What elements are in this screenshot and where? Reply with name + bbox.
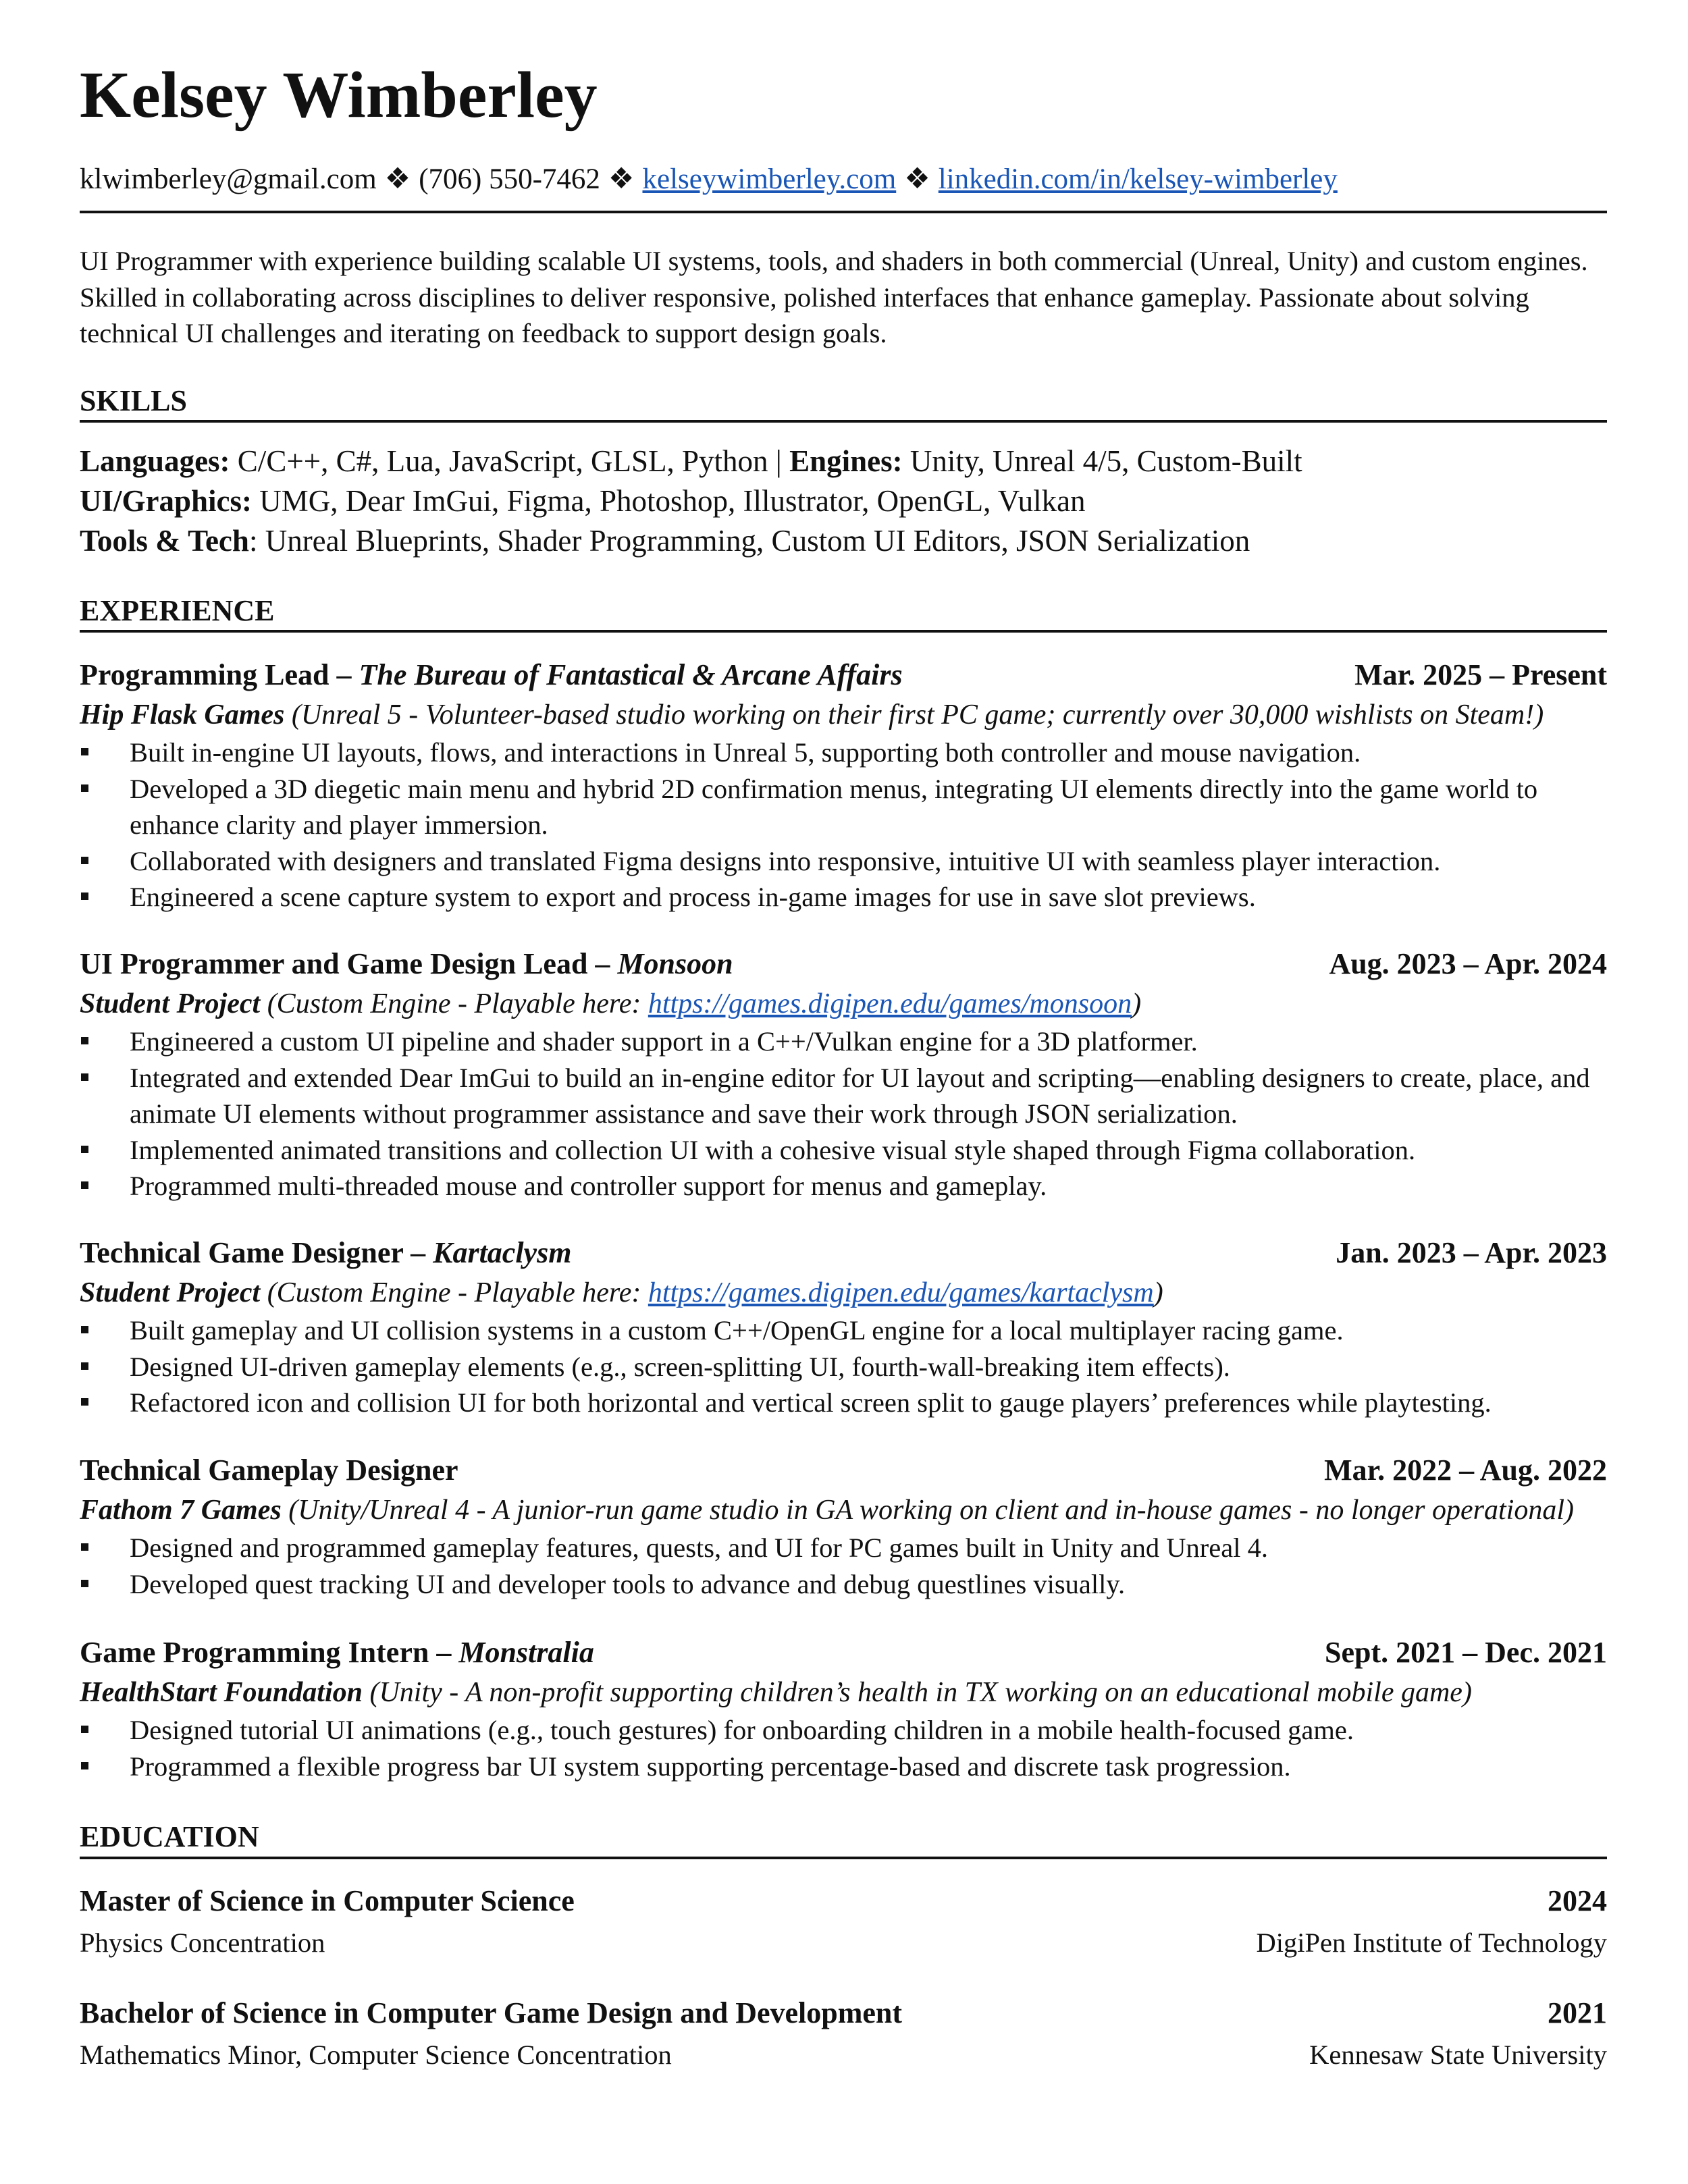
playable-link[interactable]: https://games.digipen.edu/games/kartaclysm [648, 1277, 1154, 1308]
bullet-icon [81, 784, 88, 792]
job-entry [80, 1453, 1607, 1602]
skills-line-tools [80, 521, 1607, 561]
summary-paragraph: UI Programmer with experience building scalable UI systems, tools, and shaders in both commercial (Unreal, Unity) and custom engines. Skilled in collaborating across disciplines to deliver responsive, polished interfaces that enhance gameplay. Passionate about solving technical UI challenges and iterating on feedback to support design goals. [80, 246, 1588, 348]
job-title [80, 947, 733, 982]
bullet-icon [81, 748, 88, 755]
experience-divider [80, 630, 1607, 633]
job-organization-line [80, 1491, 1607, 1530]
list-item [80, 1385, 1607, 1421]
list-item [80, 1312, 1607, 1349]
job-role: UI Programmer and Game Design Lead – [80, 947, 618, 980]
bullet-text: Engineered a custom UI pipeline and shader support in a C++/Vulkan engine for a 3D platformer. [130, 1026, 1198, 1057]
education-heading: EDUCATION [80, 1820, 259, 1853]
job-description: (Unreal 5 - Volunteer-based studio working on their first PC game; currently over 30,000 wishlists on Steam!) [284, 699, 1544, 730]
job-header [80, 1635, 1607, 1673]
list-item [80, 879, 1607, 915]
engines-label: Engines: [789, 444, 903, 478]
website-link[interactable]: kelseywimberley.com [642, 163, 897, 195]
job-description-end: ) [1132, 988, 1142, 1019]
education-row [80, 2039, 1607, 2082]
bullet-icon [81, 1037, 88, 1044]
job-title [80, 1235, 571, 1271]
list-item [80, 735, 1607, 771]
job-bullets [80, 1530, 1607, 1602]
job-project: Monstralia [458, 1636, 594, 1669]
job-dates: Mar. 2025 – Present [1354, 658, 1607, 691]
list-item [80, 843, 1607, 880]
job-header [80, 658, 1607, 695]
bullet-text: Built in-engine UI layouts, flows, and interactions in Unreal 5, supporting both controller and mouse navigation. [130, 737, 1361, 768]
job-entry [80, 1235, 1607, 1421]
bullet-icon [81, 1398, 88, 1406]
job-role: Game Programming Intern – [80, 1636, 459, 1669]
job-entry [80, 658, 1607, 915]
linkedin-link[interactable]: linkedin.com/in/kelsey-wimberley [938, 163, 1338, 195]
school-name: DigiPen Institute of Technology [1256, 1927, 1607, 1958]
job-project: Monsoon [617, 947, 733, 980]
experience-heading: EXPERIENCE [80, 594, 275, 627]
header-divider [80, 211, 1607, 213]
list-item [80, 1712, 1607, 1749]
job-role: Programming Lead – [80, 658, 359, 691]
job-title [80, 658, 903, 693]
education-row [80, 1996, 1607, 2039]
job-organization: Student Project [80, 1277, 261, 1308]
bullet-text: Designed tutorial UI animations (e.g., touch gestures) for onboarding children in a mobile health-focused game. [130, 1715, 1354, 1745]
job-header [80, 1453, 1607, 1491]
graphics-label: UI/Graphics: [80, 484, 253, 518]
list-item [80, 1132, 1607, 1169]
list-item [80, 1749, 1607, 1785]
list-item [80, 1349, 1607, 1385]
bullet-text: Designed UI-driven gameplay elements (e.g., screen-splitting UI, fourth-wall-breaking item effects). [130, 1351, 1230, 1382]
tools-value: : Unreal Blueprints, Shader Programming, Custom UI Editors, JSON Serialization [248, 524, 1250, 558]
bullet-icon [81, 1362, 88, 1370]
bullet-icon [81, 1073, 88, 1081]
bullet-icon [81, 1726, 88, 1733]
skills-list [80, 442, 1607, 561]
bullet-text: Programmed a flexible progress bar UI system supporting percentage-based and discrete task progression. [130, 1751, 1291, 1782]
skills-divider [80, 420, 1607, 423]
bullet-icon [81, 1543, 88, 1551]
education-entry [80, 1996, 1607, 2082]
degree-detail: Mathematics Minor, Computer Science Concentration [80, 2040, 672, 2070]
bullet-icon [81, 893, 88, 900]
list-item [80, 1060, 1607, 1132]
bullet-icon [81, 1580, 88, 1587]
bullet-text: Integrated and extended Dear ImGui to build an in-engine editor for UI layout and scripting—enabling designers to create, place, and animate UI elements without programmer assistance and save their work through JSON serialization. [130, 1062, 1590, 1129]
job-entry [80, 947, 1607, 1204]
education-row [80, 1927, 1607, 1970]
bullet-text: Built gameplay and UI collision systems in a custom C++/OpenGL engine for a local multiplayer racing game. [130, 1315, 1344, 1346]
job-dates: Mar. 2022 – Aug. 2022 [1324, 1454, 1607, 1487]
separator-icon: ❖ [904, 163, 930, 195]
phone-text: (706) 550-7462 [419, 163, 600, 195]
job-dates: Aug. 2023 – Apr. 2024 [1329, 947, 1607, 980]
job-organization-line [80, 984, 1607, 1023]
engines-value: Unity, Unreal 4/5, Custom-Built [909, 444, 1302, 478]
job-entry [80, 1635, 1607, 1784]
job-header [80, 947, 1607, 984]
list-item [80, 771, 1607, 843]
job-title [80, 1635, 594, 1671]
bullet-text: Collaborated with designers and translated Figma designs into responsive, intuitive UI with seamless player interaction. [130, 845, 1441, 876]
contact-line [80, 162, 1338, 197]
degree-year: 2024 [1548, 1884, 1607, 1917]
job-title [80, 1453, 458, 1489]
job-organization: Student Project [80, 988, 261, 1019]
bullet-text: Engineered a scene capture system to export and process in-game images for use in save slot previews. [130, 882, 1256, 912]
job-role: Technical Gameplay Designer [80, 1454, 458, 1487]
job-bullets [80, 735, 1607, 915]
education-entry [80, 1884, 1607, 1970]
bullet-text: Programmed multi-threaded mouse and controller support for menus and gameplay. [130, 1171, 1047, 1201]
skills-line-graphics [80, 481, 1607, 521]
bullet-text: Developed a 3D diegetic main menu and hybrid 2D confirmation menus, integrating UI elements directly into the game world to enhance clarity and player immersion. [130, 773, 1538, 840]
job-dates: Jan. 2023 – Apr. 2023 [1336, 1236, 1607, 1269]
degree-detail: Physics Concentration [80, 1927, 325, 1958]
education-divider [80, 1857, 1607, 1859]
bullet-text: Implemented animated transitions and collection UI with a cohesive visual style shaped through Figma collaboration. [130, 1134, 1416, 1165]
graphics-value: UMG, Dear ImGui, Figma, Photoshop, Illustrator, OpenGL, Vulkan [259, 484, 1086, 518]
list-item [80, 1168, 1607, 1204]
languages-label: Languages: [80, 444, 230, 478]
degree-year: 2021 [1548, 1996, 1607, 2029]
separator-icon: ❖ [384, 163, 411, 195]
job-project: Kartaclysm [433, 1236, 572, 1269]
school-name: Kennesaw State University [1309, 2040, 1607, 2070]
list-item [80, 1566, 1607, 1603]
job-organization: HealthStart Foundation [80, 1677, 363, 1708]
degree-title: Bachelor of Science in Computer Game Design and Development [80, 1996, 903, 2029]
job-header [80, 1235, 1607, 1273]
bullet-text: Designed and programmed gameplay features, quests, and UI for PC games built in Unity and Unreal 4. [130, 1533, 1268, 1563]
skills-heading: SKILLS [80, 384, 187, 417]
playable-link[interactable]: https://games.digipen.edu/games/monsoon [648, 988, 1132, 1019]
job-bullets [80, 1712, 1607, 1784]
job-description: (Unity - A non-profit supporting children’s health in TX working on an educational mobile game) [362, 1677, 1472, 1708]
job-description: (Custom Engine - Playable here: [260, 988, 648, 1019]
job-dates: Sept. 2021 – Dec. 2021 [1325, 1636, 1607, 1669]
list-item [80, 1023, 1607, 1060]
job-organization: Hip Flask Games [80, 699, 285, 730]
bullet-icon [81, 857, 88, 864]
bullet-icon [81, 1762, 88, 1769]
education-row [80, 1884, 1607, 1927]
job-organization-line [80, 1273, 1607, 1312]
skills-line-languages [80, 442, 1607, 481]
languages-value: C/C++, C#, Lua, JavaScript, GLSL, Python | [237, 444, 790, 478]
bullet-icon [81, 1326, 88, 1333]
list-item [80, 1530, 1607, 1566]
job-bullets [80, 1312, 1607, 1421]
job-organization-line [80, 1673, 1607, 1712]
job-organization: Fathom 7 Games [80, 1495, 282, 1526]
separator-icon: ❖ [608, 163, 635, 195]
job-project: The Bureau of Fantastical & Arcane Affairs [359, 658, 903, 691]
job-role: Technical Game Designer – [80, 1236, 433, 1269]
job-description: (Unity/Unreal 4 - A junior-run game studio in GA working on client and in-house games - no longer operational) [281, 1495, 1574, 1526]
bullet-icon [81, 1146, 88, 1153]
bullet-text: Refactored icon and collision UI for both horizontal and vertical screen split to gauge players’ preferences while playtesting. [130, 1387, 1492, 1418]
tools-label: Tools & Tech [80, 524, 249, 558]
job-description: (Custom Engine - Playable here: [260, 1277, 648, 1308]
bullet-text: Developed quest tracking UI and developer tools to advance and debug questlines visually. [130, 1568, 1126, 1599]
job-description-end: ) [1153, 1277, 1163, 1308]
email-text: klwimberley@gmail.com [80, 163, 377, 195]
bullet-icon [81, 1181, 88, 1189]
job-bullets [80, 1023, 1607, 1204]
job-organization-line [80, 695, 1607, 735]
candidate-name: Kelsey Wimberley [80, 59, 598, 132]
degree-title: Master of Science in Computer Science [80, 1884, 575, 1917]
